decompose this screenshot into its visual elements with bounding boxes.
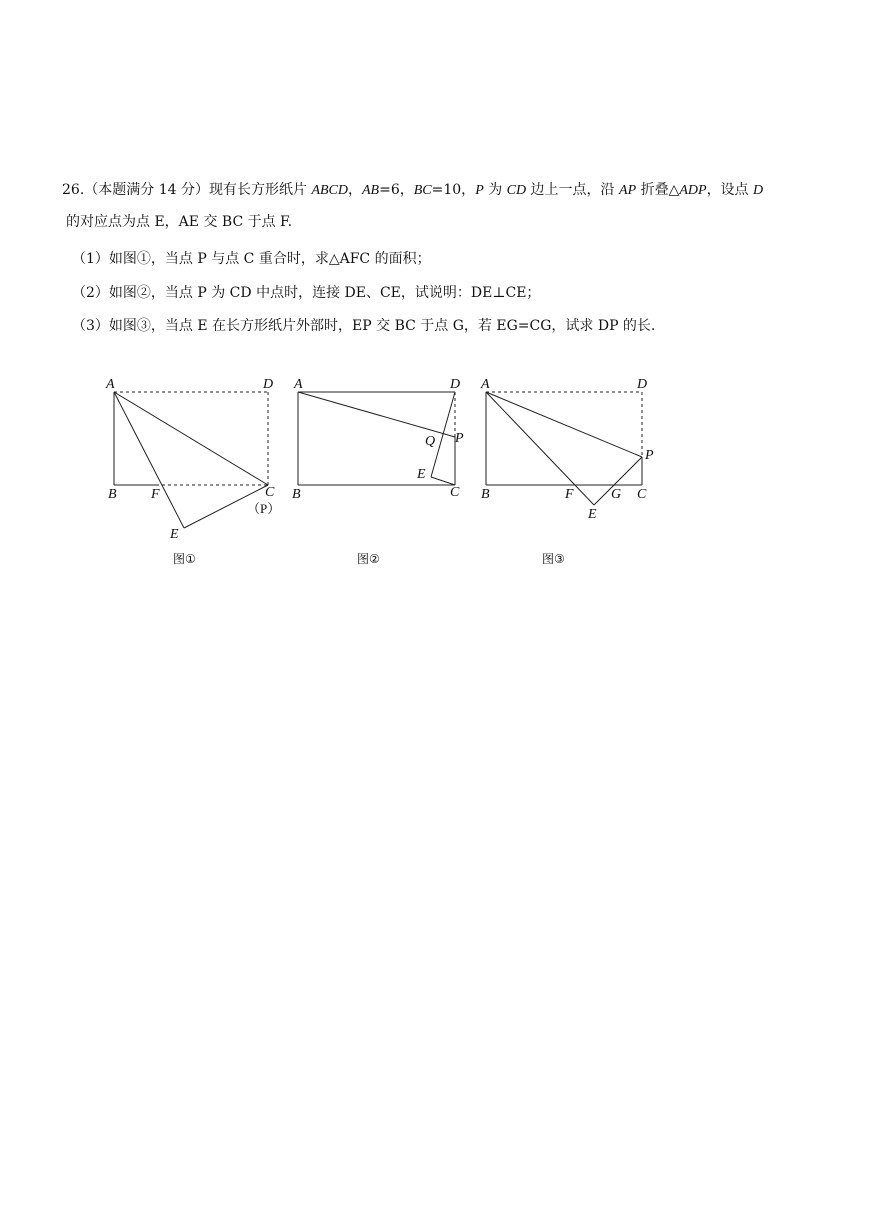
fig2-label-p: P xyxy=(455,431,464,446)
fig1-fold-ac xyxy=(114,392,268,485)
fig3-label-a: A xyxy=(481,377,490,392)
figure-1 xyxy=(114,392,268,528)
fig3-caption: 图③ xyxy=(542,552,565,566)
fig3-label-g: G xyxy=(611,487,622,502)
fig2-label-d: D xyxy=(450,377,461,392)
fig2-label-a: A xyxy=(294,377,303,392)
fig1-segment-ae xyxy=(114,392,184,528)
problem-intro: 26.（本题满分 14 分）现有长方形纸片 ABCD，AB=6，BC=10，P 为 CD 边上一点，沿 AP 折叠△ADP，设点 D xyxy=(62,182,764,198)
fig3-label-b: B xyxy=(481,487,490,502)
fig1-caption: 图① xyxy=(173,552,196,566)
question-3: （3）如图③，当点 E 在长方形纸片外部时，EP 交 BC 于点 G，若 EG=CG，试求 DP 的长. xyxy=(72,318,656,334)
fig2-label-q: Q xyxy=(425,434,436,449)
fig2-label-c: C xyxy=(450,485,460,500)
fig1-label-b: B xyxy=(108,487,117,502)
fig3-fold-ap xyxy=(486,392,642,457)
fig2-segment-ec xyxy=(431,477,455,485)
fig1-label-a: A xyxy=(106,377,115,392)
fig3-segment-ae xyxy=(486,392,594,505)
fig1-label-c: C xyxy=(265,485,275,500)
fig1-label-e: E xyxy=(170,527,179,542)
fig2-label-b: B xyxy=(292,487,301,502)
question-1: （1）如图①，当点 P 与点 C 重合时，求△AFC 的面积； xyxy=(72,251,431,267)
fig3-label-f: F xyxy=(565,487,574,502)
fig3-label-p: P xyxy=(645,448,654,463)
question-2: （2）如图②，当点 P 为 CD 中点时，连接 DE、CE，试说明：DE⊥CE； xyxy=(72,285,541,301)
fig3-label-c: C xyxy=(637,487,647,502)
fig1-label-p: （P） xyxy=(247,501,281,516)
fig2-caption: 图② xyxy=(357,552,380,566)
fig2-fold-ap xyxy=(298,392,455,437)
fig3-label-e: E xyxy=(588,507,597,522)
fig1-label-f: F xyxy=(151,487,160,502)
fig3-label-d: D xyxy=(637,377,648,392)
fig1-label-d: D xyxy=(263,377,274,392)
problem-intro-cont: 的对应点为点 E，AE 交 BC 于点 F. xyxy=(66,214,293,230)
fig2-label-e: E xyxy=(417,467,426,482)
